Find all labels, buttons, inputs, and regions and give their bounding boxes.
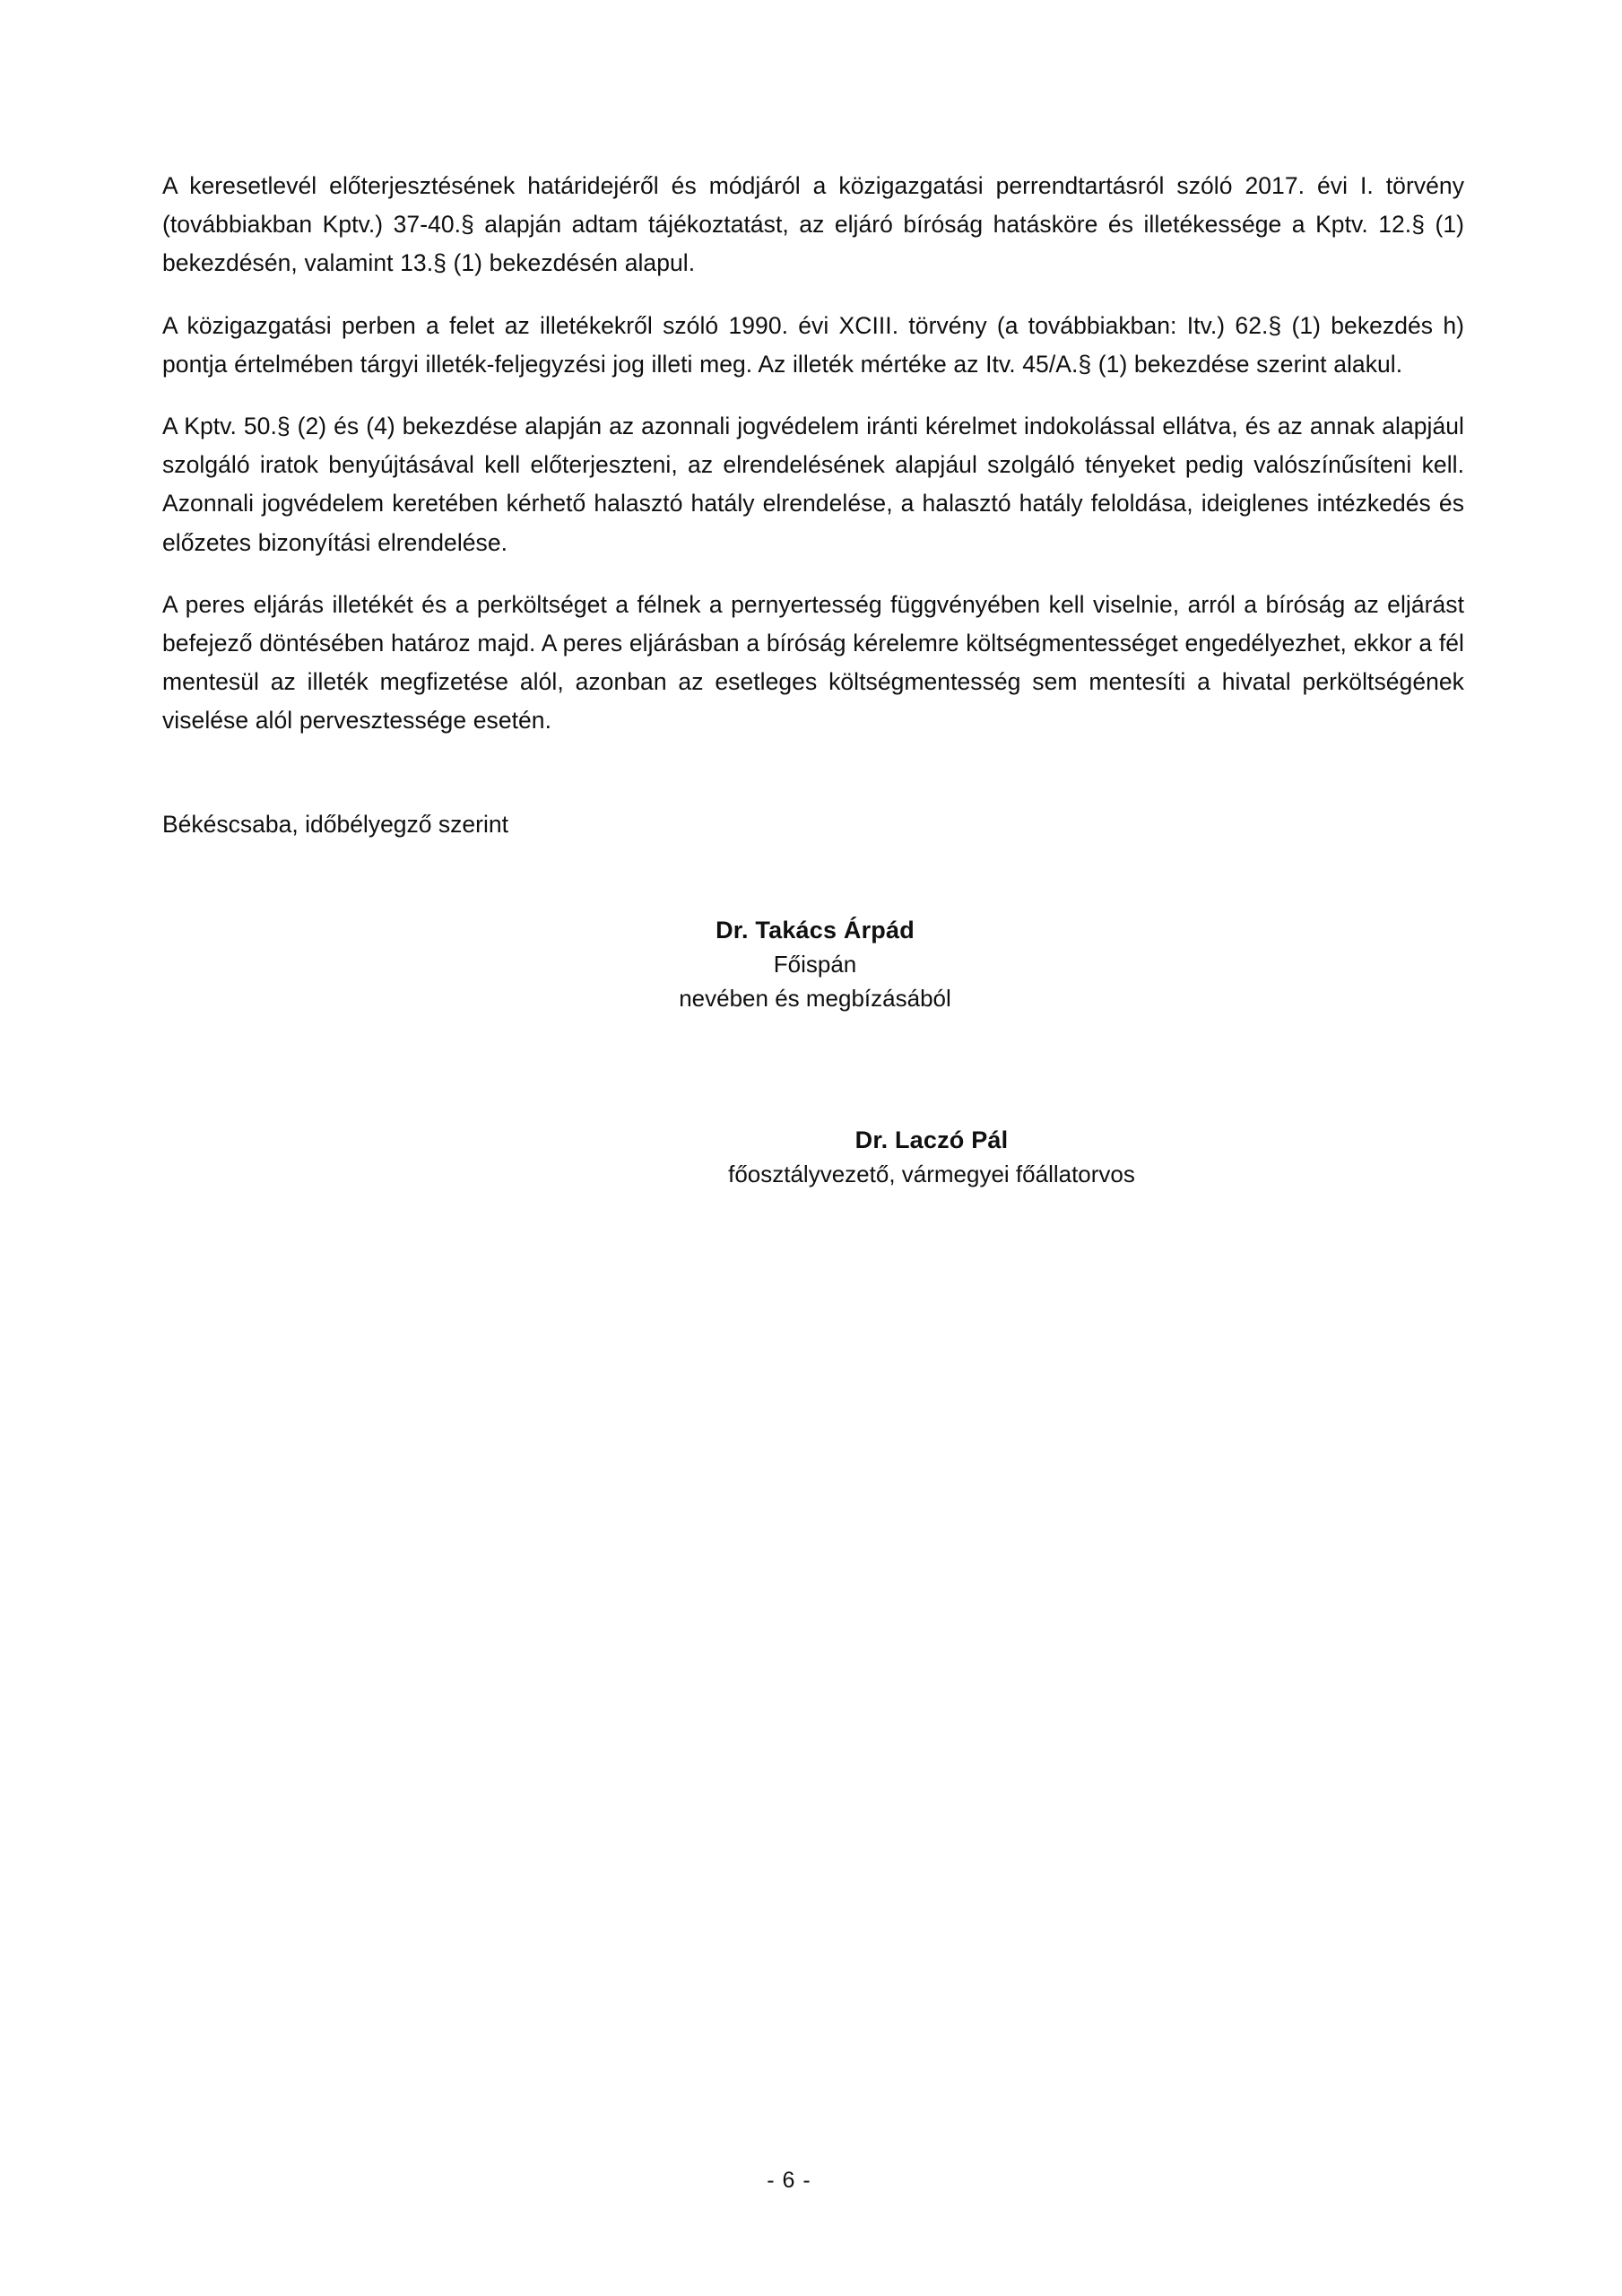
signature-block-secondary bbox=[479, 1123, 1384, 1191]
signatory-role-primary: Főispán bbox=[773, 951, 857, 978]
signatory-role-secondary: főosztályvezető, vármegyei főállatorvos bbox=[728, 1161, 1135, 1187]
signatory-name-primary: Dr. Takács Árpád bbox=[716, 917, 915, 944]
signature-block-primary bbox=[362, 913, 1268, 1015]
page-number: - 6 - bbox=[767, 2168, 811, 2193]
place-and-date-line: Békéscsaba, időbélyegző szerint bbox=[162, 811, 508, 838]
signatory-on-behalf-of: nevében és megbízásából bbox=[679, 985, 951, 1012]
signatory-name-secondary: Dr. Laczó Pál bbox=[854, 1126, 1009, 1153]
body-paragraph-1: A keresetlevél előterjesztésének határidejéről és módjáról a közigazgatási perrendtartásról szóló 2017. évi I. törvény (továbbiakban Kptv.) 37-40.§ alapján adtam tájékoztatást, az eljáró bíróság hatásköre és illetékessége a Kptv. 12.§ (1) bekezdésén, valamint 13.§ (1) bekezdésén alapul. bbox=[162, 172, 1464, 277]
body-paragraph-3: A Kptv. 50.§ (2) és (4) bekezdése alapján az azonnali jogvédelem iránti kérelmet indokolással ellátva, és az annak alapjául szolgáló iratok benyújtásával kell előterjeszteni, az elrendelésének alapjául szolgáló tényeket pedig valószínűsíteni kell. Azonnali jogvédelem keretében kérhető halasztó hatály elrendelése, a halasztó hatály feloldása, ideiglenes intézkedés és előzetes bizonyítási elrendelése. bbox=[162, 413, 1464, 556]
body-paragraph-4: A peres eljárás illetékét és a perköltséget a félnek a pernyertesség függvényében kell viselnie, arról a bíróság az eljárást befejező döntésében határoz majd. A peres eljárásban a bíróság kérelemre költségmentességet engedélyezhet, ekkor a fél mentesül az illeték megfizetése alól, azonban az esetleges költségmentesség sem mentesíti a hivatal perköltségének viselése alól pervesztessége esetén. bbox=[162, 590, 1464, 735]
document-body bbox=[162, 167, 1464, 741]
body-paragraph-2: A közigazgatási perben a felet az illetékekről szóló 1990. évi XCIII. törvény (a továbbiakban: Itv.) 62.§ (1) bekezdés h) pontja értelmében tárgyi illeték-feljegyzési jog illeti meg. Az illeték mértéke az Itv. 45/A.§ (1) bekezdése szerint alakul. bbox=[162, 311, 1464, 378]
